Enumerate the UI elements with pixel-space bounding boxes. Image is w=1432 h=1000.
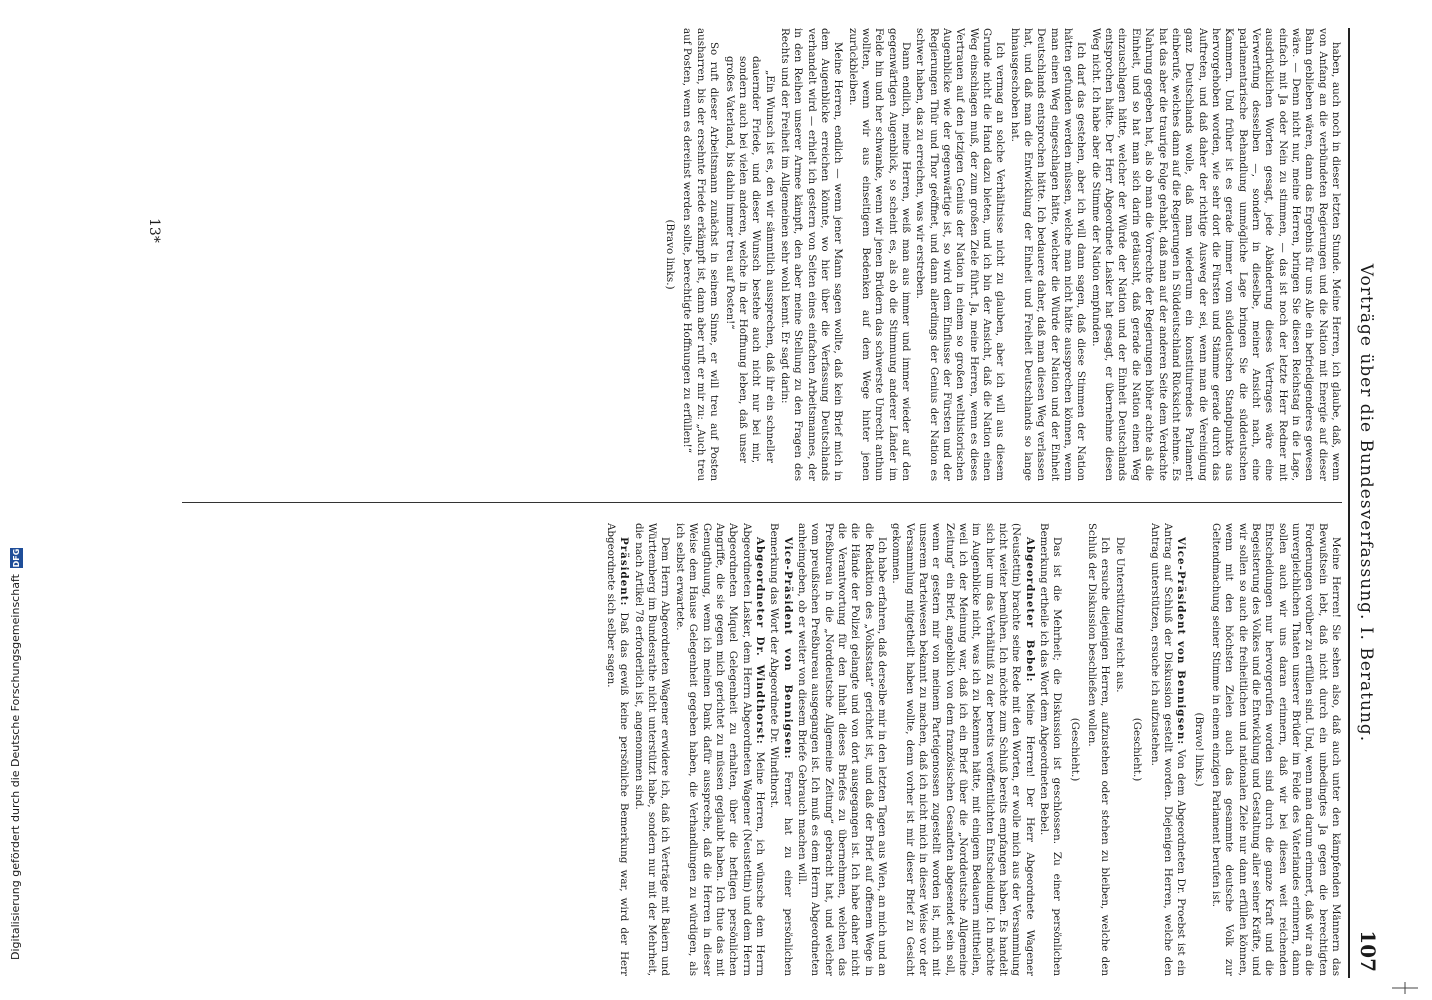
- dfg-logo-icon: DFG: [11, 548, 21, 568]
- paragraph-text: Meine Herren! Der Herr Abgeordnete Wagener (Neustettin) brachte seine Rede mit den Worten, er wolle mich aus der Versammlung nicht weiter bemühen. Ich möchte zum Schluß bereits empfangen haben. Es handelt sich hier um das Verhältniß zu der bereits veröffentlichten Entscheidung. Ich möchte im Augenblicke nicht, was ich zu bekennen hätte, mit einigem Bedauern mittheilen, weil ich der Meinung war, daß ich ein Brief über die „Norddeutsche Allgemeine Zeitung“ ein Brief, angeblich von dem französischen Gesandten abgesendet sein soll, wenn er gestern mir von meinem Parteigenossen zugestellt worden ist, mich mit unserem Parteiwesen bekannt zu machen, daß ich nicht mich in dieser Weise vor der Versammlung mitgetheilt haben wollte, denn vorher ist mir dieser Brief zu Gesicht gekommen.: [890, 523, 1036, 976]
- paragraph: [1037, 523, 1064, 976]
- paragraph-text: Dann endlich, meine Herren, weiß man aus immer und immer wieder auf den gegenwärtigen Augenblick, so scheint es, als ob die Stimmung anderer Länder im Felde hin und her schwanke, wenn wir jenen Brüdern das schwerste Unrecht anthun wollten, wenn wir aus einseitigem Bedenken auf dem Wege hinter jenen zurückbleiben.: [846, 28, 912, 481]
- speaker-name: Vice-Präsident von Bennigsen:: [781, 537, 794, 760]
- paragraph-text: Meine Herren, endlich — wenn jener Mann sagen wollte, daß kein Brief mich in dem Augenblicke erreichen könnte, wo hier über die Verfassung Deutschlands verhandelt wird — erhielt ich gestern von Seiten eines einfachen Arbeitsmannes, der in den Reihen unserer Armee kämpft, den aber meine Stellung zu den Fragen des Rechts und der Freiheit im Allgemeinen sehr wohl kennt. Er sagt darin:: [778, 28, 845, 481]
- paragraph-text: Ich darf das gestehen, aber ich will dann sagen, daß diese Stimmen der Nation hätten gefunden werden müssen, welche man nicht hätte aussprechen können, wenn man einen Weg eingeschlagen hätte, welcher die Würde der Nation und der Einheit Deutschlands entsprochen hätte. Ich bedauere daher, daß man diesen Weg verlassen hat, und daß man die Entwicklung der Einheit und Freiheit Deutschlands so lange hinausgeschoben hat.: [1008, 28, 1088, 481]
- paragraph: [778, 28, 845, 481]
- speech-paragraph: [767, 523, 794, 976]
- stage-direction: [1130, 523, 1143, 976]
- running-title: Vorträge über die Bundesverfassung. I. Beratung.: [1356, 263, 1376, 743]
- paragraph-text: Daß das gewiß keine persönliche Bemerkung war, wird der Herr Abgeordnete sich selber sagen.: [605, 523, 631, 976]
- left-text-column: [172, 28, 1342, 481]
- speech-paragraph: [889, 523, 1036, 976]
- paragraph-text: (Bravo! links.): [1192, 712, 1205, 787]
- paragraph: [631, 523, 671, 976]
- quoted-letter: [722, 56, 775, 463]
- digitization-credit: [8, 0, 24, 960]
- paragraph-text: (Geschieht.): [1131, 717, 1144, 782]
- stage-direction: [1067, 523, 1080, 976]
- paragraph: [1088, 28, 1342, 481]
- paragraph: [680, 28, 720, 481]
- paragraph-text: Meine Herren, ich wünsche dem Herrn Abgeordneten Lasker, dem Herrn Abgeordneten Wagener (Neustettin) und dem Herrn Abgeordneten Miquel Gelegenheit zu erhalten, über die heftigen persönlichen Angriffe, die sie gegen mich gerichtet zu müssen geglaubt haben. Ich thue das mit Genugthuung, wenn ich meinen Dank dafür ausspreche, daß die Herren in dieser Weise dem Hause Gelegenheit gegeben haben, die Verhandlungen zu würdigen, als ich selbst erwartete.: [673, 523, 766, 976]
- paragraph-text: Meine Herren! Sie sehen also, daß auch unter den kämpfenden Männern das Bewußtsein lebt, daß nicht durch ein unbedingtes Ja gegen die berechtigten Forderungen vorüber zu erfüllen sind. Und, wenn man darum erinnert, daß wir an die unvergleichlichen Thaten unserer Brüder im Felde des Vaterlandes erinnern, dann sollen auch wir uns daran erinnern, daß wir bei diesen weit reichenden Entscheidungen nur hervorgerufen worden sind durch die ganze Kraft und die Begeisterung des Volkes und die Entwicklung und Gestaltung aller seiner Kräfte, und wir sollen so auch die freiheitlichen und nationalen Ziele nur dann erfüllen können, wenn mit den höchsten Zielen auch das gesammte deutsche Volk zur Geltendmachung seiner Stimme in einem einzigen Parlament berufen ist.: [1209, 523, 1342, 976]
- column-divider: [182, 502, 1342, 503]
- paragraph-text: Ich habe erfahren, daß derselbe mir in den letzten Tagen aus Wien, an mich und an die Redaktion des „Volksstaat“ gerichtet ist, und daß der Brief auf offenem Wege in die Hände der Polizei gelangte und von dort ausgegangen ist. Ich habe daher nicht die Verantwortung für den Inhalt dieses Briefes zu übernehmen, welchen das Preßbureau in die „Norddeutsche Allgemeine Zeitung“ gebracht hat, und welcher vom preußischen Preßbureau ausgegangen ist. Ich muß es dem Herrn Abgeordneten anheimgeben, ob er weiter von diesem Briefe Gebrauch machen will.: [795, 523, 888, 976]
- paragraph: [1085, 523, 1112, 976]
- running-head: [1350, 28, 1380, 978]
- paragraph-text: Ich vermag an solche Verhältnisse nicht zu glauben, aber ich will aus diesem Grunde nicht die Hand dazu bieten, und ich bin der Ansicht, daß die Nation einen Weg einschlagen muß, der zum großen Ziele führt. Ja, meine Herren, wenn es dieses Vertrauen auf den jetzigen Genius der Nation in einem so großen welthistorischen Augenblicke wie der gegenwärtige ist, so wird dem Einflusse der Fürsten und der Regierungen Thür und Thor geöffnet, und dann allerdings der Genius der Nation es schwer haben, das zu erreichen, was wir erstreben.: [914, 28, 1007, 481]
- paragraph-text: Die Unterstützung reicht aus.: [1113, 537, 1126, 693]
- paragraph: [1113, 523, 1126, 976]
- paragraph: [845, 28, 912, 481]
- speaker-name: Abgeordneter Dr. Windthorst:: [753, 537, 766, 745]
- paragraph: [1209, 523, 1342, 976]
- paragraph-text: Ich ersuche diejenigen Herren, aufzustehen oder stehen zu bleiben, welche den Schluß der Diskussion beschließen wollen.: [1086, 523, 1112, 976]
- paragraph-text: Ferner hat zu einer persönlichen Bemerkung das Wort der Abgeordnete Dr. Windthorst.: [768, 523, 794, 976]
- paragraph-text: Von dem Abgeordneten Dr. Proebst ist ein Antrag auf Schluß der Diskussion gestellt worden. Diejenigen Herren, welche den Antrag unterstützen, ersuche ich aufzustehen.: [1148, 523, 1188, 976]
- speech-paragraph: [604, 523, 631, 976]
- header-rule: [1348, 28, 1350, 978]
- paragraph-text: (Geschieht.): [1068, 717, 1081, 782]
- speaker-name: Abgeordneter Bebel:: [1023, 537, 1036, 683]
- paragraph: [1007, 28, 1087, 481]
- speaker-name: Vice-Präsident von Bennigsen:: [1175, 537, 1188, 746]
- speaker-name: Präsident:: [618, 537, 631, 607]
- speech-paragraph: [1147, 523, 1187, 976]
- right-text-column: [172, 523, 1342, 976]
- corner-scan-mark: [1390, 980, 1420, 996]
- paragraph-text: (Bravo links.): [664, 219, 677, 290]
- stage-direction: [1191, 523, 1204, 976]
- paragraph-text: Das ist die Mehrheit; die Diskussion ist geschlossen. Zu einer persönlichen Bemerkung ertheile ich das Wort dem Abgeordneten Bebel.: [1038, 523, 1064, 976]
- stage-direction: [663, 28, 676, 481]
- scanned-page: [85, 28, 1380, 978]
- paragraph: [795, 523, 888, 976]
- paragraph-text: „Ein Wunsch ist es, den wir sämmtlich aussprechen, daß ihr ein schneller dauernder Friede, und dieser Wunsch bestehe auch nicht nur bei mir, sondern auch bei vielen anderen, welche in der Hoffnung leben, daß unser großes Vaterland, bis dahin immer treu auf Posten!“: [723, 56, 776, 463]
- page-number: 107: [1356, 930, 1380, 972]
- paragraph-text: haben, auch noch in dieser letzten Stunde. Meine Herren, ich glaube, daß, wenn von Anfang an die verbündeten Regierungen und die Nation mit Energie auf dieser Bahn geblieben wären, dann das Ergebnis für uns Alle ein befriedigenderes gewesen wäre. — Denn nicht nur, meine Herren, bringen Sie diesen Reichstag in die Lage, einfach mit Ja oder Nein zu stimmen, — das ist noch der letzte Herr Redner mit ausdrücklichen Worten gesagt, jede Abänderung dieses Vertrages wäre eine Verwerfung desselben —, sondern in dieselbe, meiner Ansicht nach, eine parlamentarische Behandlung unmögliche Lage bringen Sie die süddeutschen Kammern. Und früher ist es gerade immer vom süddeutschen Standpunkte aus hervorgehoben worden, wie sehr dort die Fürsten und Stämme gerade durch das Auftreten, und daß daher der richtige Ausweg der sei, wenn man die Vereinigung ganz Deutschlands wolle, daß man wiederum ein konstituirendes Parlament einberufe, welches dann auf die Regierungen in Süddeutschland Rücksicht nehme. Es hat das aber die traurige Folge gehabt, daß man auf der anderen Seite dem Verdachte Nahrung gegeben hat, als ob man die Vorrechte der Regierungen höher achte als die Einheit, und so hat man sich darin getäuscht, daß gerade die Nation einen Weg einzuschlagen hätte, welcher der Würde der Nation und der Einheit Deutschlands entsprochen hätte. Der Herr Abgeordnete Lasker hat gesagt, er übernehme diesen Weg nicht. Ich habe aber die Stimme der Nation empfunden.: [1089, 28, 1342, 481]
- paragraph-text: Dem Herrn Abgeordneten Wagener erwidere ich, daß ich Verträge mit Baiern und Württemberg im Bundesrathe nicht unterstützt habe, sondern nur mit der Mehrheit, die nach Artikel 78 erforderlich ist, angenommen sind.: [632, 523, 672, 976]
- speech-paragraph: [673, 523, 766, 976]
- paragraph: [913, 28, 1006, 481]
- credit-text: Digitalisierung gefördert durch die Deutsche Forschungsgemeinschaft: [9, 574, 22, 960]
- signature-mark: 13*: [146, 218, 162, 243]
- paragraph-text: So ruft dieser Arbeitsmann zunächst in seinem Sinne, er will treu auf Posten ausharren, bis der ersehnte Friede erkämpft ist, dann aber ruft er mir zu: „Auch treu auf Posten, wenn es dereinst werden sollte, berechtigte Hoffnungen zu erfüllen!“: [681, 28, 721, 481]
